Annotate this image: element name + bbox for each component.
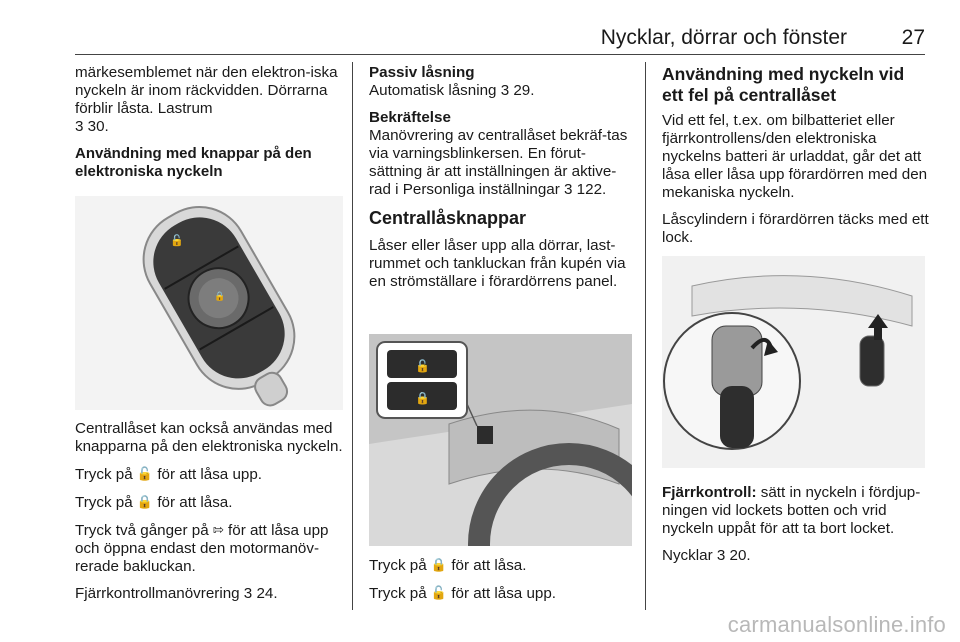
figure-key-fob xyxy=(75,196,343,410)
subheading: Bekräftelse xyxy=(369,109,451,126)
text: Tryck på xyxy=(369,585,427,602)
chapter-title: Nycklar, dörrar och fönster xyxy=(600,26,847,49)
column-1 xyxy=(75,64,343,187)
column-3 xyxy=(662,64,930,256)
unlock-icon: 🔓 xyxy=(430,585,448,600)
paragraph xyxy=(369,556,635,575)
header-rule xyxy=(75,54,925,55)
paragraph: Centrallåset kan också användas med knapparna på den elektroniska nyckeln. xyxy=(75,420,343,455)
paragraph: Låser eller låser upp alla dörrar, last-rummet och tankluckan från kupén via en strömställare i förardörrens panel. xyxy=(369,237,626,290)
text: märkesemblemet när den elektron-iska nyckeln är inom räckvidden. xyxy=(75,64,338,99)
text: för att låsa upp. xyxy=(451,585,557,602)
paragraph xyxy=(75,465,353,484)
section-heading: Användning med knappar på den elektroniska nyckeln xyxy=(75,145,312,180)
paragraph: Låscylindern i förardörren täcks med ett lock. xyxy=(662,211,929,246)
paragraph xyxy=(369,64,635,100)
text: Manövrering av centrallåset bekräf-tas via varningsblinkersen. En förut-sättning är att inställningen är aktive-rad i Personliga inställningar 3 122. xyxy=(369,127,628,198)
section-heading: Användning med nyckeln vid ett fel på centrallåset xyxy=(662,64,905,105)
paragraph xyxy=(75,64,343,136)
text: Automatisk låsning 3 29. xyxy=(369,82,535,99)
text: Tryck på xyxy=(75,494,133,511)
label: Fjärrkontroll: xyxy=(662,484,757,501)
column-divider-2 xyxy=(645,62,646,610)
page-number: 27 xyxy=(901,26,925,49)
text: för att låsa upp. xyxy=(157,466,263,483)
figure-door-switch xyxy=(369,334,632,546)
paragraph xyxy=(75,493,353,512)
column-3-lower xyxy=(662,484,930,574)
paragraph xyxy=(75,521,353,576)
text: för att låsa. xyxy=(451,557,527,574)
svg-text:🔒: 🔒 xyxy=(415,391,430,405)
figure-lock-cylinder xyxy=(662,256,925,468)
subheading: Passiv låsning xyxy=(369,64,475,81)
text: för att låsa upp och öppna endast den motormanöv-rerade bakluckan. xyxy=(75,522,329,575)
column-2-lower xyxy=(369,556,635,612)
paragraph xyxy=(369,584,635,603)
paragraph xyxy=(662,484,930,538)
text: Tryck på xyxy=(369,557,427,574)
text: sätt in nyckeln i fördjup-ningen vid lockets botten och vrid nyckeln uppåt för att ta bort locket. xyxy=(662,484,921,537)
paragraph: Fjärrkontrollmanövrering 3 24. xyxy=(75,585,278,602)
column-2 xyxy=(369,64,635,300)
page-header xyxy=(75,26,925,56)
watermark: carmanualsonline.info xyxy=(727,612,946,637)
lock-cylinder-illustration xyxy=(662,256,925,468)
column-1-lower xyxy=(75,420,353,612)
paragraph xyxy=(369,109,635,199)
text: Tryck på xyxy=(75,466,133,483)
lock-icon: 🔒 xyxy=(136,494,154,509)
key-fob-illustration xyxy=(75,196,343,410)
text: Tryck två gånger på xyxy=(75,522,209,539)
svg-text:🔓: 🔓 xyxy=(170,234,184,247)
text: 3 30. xyxy=(75,118,109,135)
section-heading: Centrallåsknappar xyxy=(369,208,527,228)
svg-text:🔓: 🔓 xyxy=(415,359,430,373)
door-switch-illustration xyxy=(369,334,632,546)
text: för att låsa. xyxy=(157,494,233,511)
paragraph: Vid ett fel, t.ex. om bilbatteriet eller fjärrkontrollens/den elektroniska nyckelns batteri är urladdat, går det att låsa eller låsa upp förardörren med den mekaniska nyckeln. xyxy=(662,112,928,201)
svg-text:🔒: 🔒 xyxy=(214,292,226,302)
paragraph: Nycklar 3 20. xyxy=(662,547,751,564)
text: Dörrarna förblir låsta. Lastrum xyxy=(75,82,328,117)
lock-icon: 🔒 xyxy=(430,557,448,572)
unlock-icon: 🔓 xyxy=(136,466,154,481)
tailgate-icon: ⇰ xyxy=(212,522,224,537)
